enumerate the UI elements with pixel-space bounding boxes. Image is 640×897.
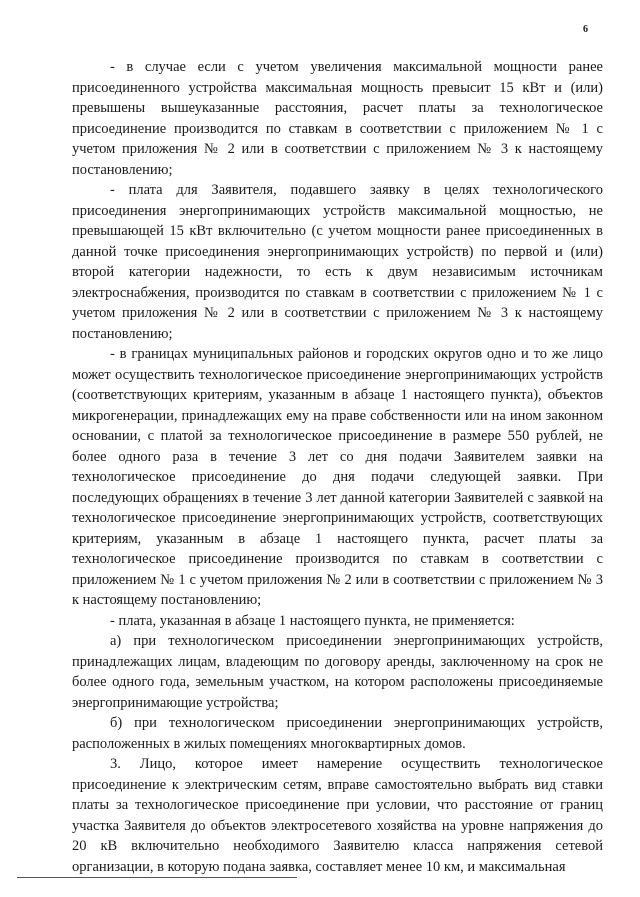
body-text: [72, 57, 603, 877]
paragraph-6: б) при технологическом присоединении энергопринимающих устройств, расположенных в жилых помещениях многоквартирных домов.: [72, 715, 603, 752]
page-number: 6: [583, 24, 588, 35]
paragraph-2: - плата для Заявителя, подавшего заявку в целях технологического присоединения энергопринимающих устройств максимальной мощностью, не превышающей 15 кВт включительно (с учетом мощности ранее присоединенных в данной точке присоединения энергопринимающих устройств) по первой и (или) второй категории надежности, то есть к двум независимым источникам электроснабжения, производится по ставкам в соответствии с приложением № 1 с учетом приложения № 2 или в соответствии с приложением № 3 к настоящему постановлению;: [72, 182, 603, 342]
paragraph-5: а) при технологическом присоединении энергопринимающих устройств, принадлежащих лицам, владеющим по договору аренды, заключенному на срок не более одного года, земельным участком, на котором расположены присоединяемые энергопринимающие устройства;: [72, 633, 603, 711]
paragraph-7: 3. Лицо, которое имеет намерение осуществить технологическое присоединение к электрическим сетям, вправе самостоятельно выбрать вид ставки платы за технологическое присоединение при условии, что расстояние от границ участка Заявителя до объектов электросетевого хозяйства на уровне напряжения до 20 кВ включительно необходимого Заявителю класса напряжения сетевой организации, в которую подана заявка, составляет менее 10 км, и максимальная: [72, 756, 603, 875]
footer-divider: [17, 877, 297, 878]
paragraph-1: - в случае если с учетом увеличения максимальной мощности ранее присоединенного устройства максимальная мощность превысит 15 кВт и (или) превышены вышеуказанные расстояния, расчет платы за технологическое присоединение производится по ставкам в соответствии с приложением № 1 с учетом приложения № 2 или в соответствии с приложением № 3 к настоящему постановлению;: [72, 59, 603, 178]
paragraph-4: - плата, указанная в абзаце 1 настоящего пункта, не применяется:: [110, 612, 515, 629]
paragraph-3: - в границах муниципальных районов и городских округов одно и то же лицо может осуществить технологическое присоединение энергопринимающих устройств (соответствующих критериям, указанным в абзаце 1 настоящего пункта), объектов микрогенерации, принадлежащих ему на праве собственности или на ином законном основании, с платой за технологическое присоединение в размере 550 рублей, не более одного раза в течение 3 лет со дня подачи Заявителем заявки на технологическое присоединение до дня подачи следующей заявки. При последующих обращениях в течение 3 лет данной категории Заявителей с заявкой на технологическое присоединение энергопринимающих устройств, соответствующих критериям, указанным в абзаце 1 настоящего пункта, расчет платы за технологическое присоединение производится по ставкам в соответствии с приложением № 1 с учетом приложения № 2 или в соответствии с приложением № 3 к настоящему постановлению;: [72, 346, 603, 608]
